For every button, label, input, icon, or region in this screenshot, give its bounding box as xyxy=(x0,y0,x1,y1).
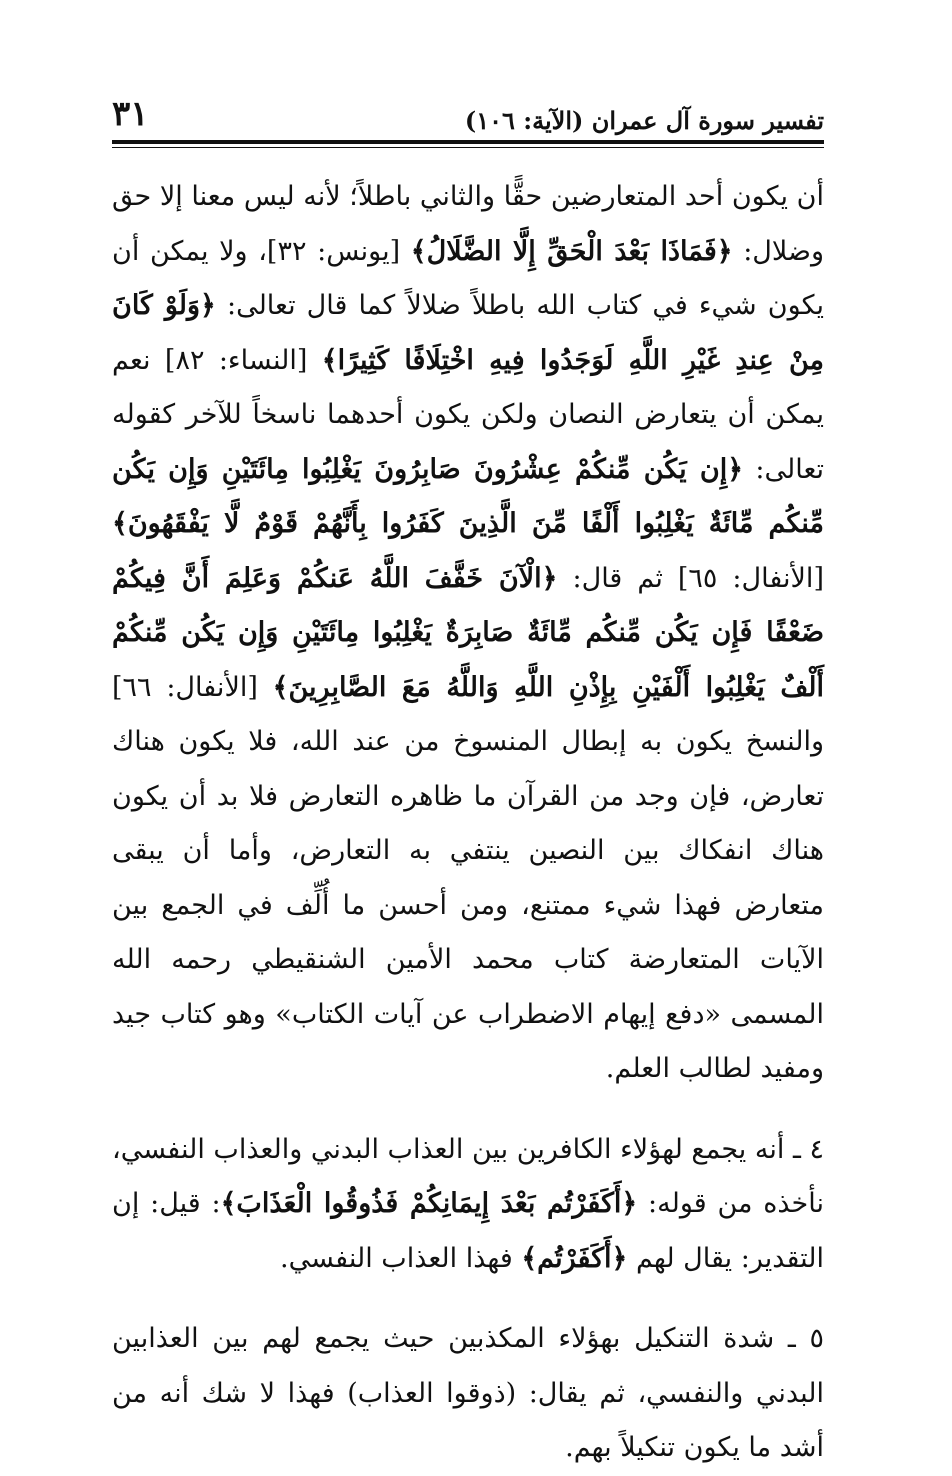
quran-verse: ﴿وَلَوْ كَانَ مِنْ عِندِ غَيْرِ اللَّهِ لَوَجَدُوا فِيهِ اخْتِلَافًا كَثِيرًا﴾ xyxy=(112,290,824,376)
text-segment: ٤ ـ أنه يجمع لهؤلاء الكافرين بين العذاب البدني والعذاب النفسي، نأخذه من قوله: xyxy=(112,1133,824,1219)
quran-verse: ﴿إِن يَكُن مِّنكُمْ عِشْرُونَ صَابِرُونَ يَغْلِبُوا مِائَتَيْنِ وَإِن يَكُن مِّنكُم مِّائَةٌ يَغْلِبُوا أَلْفًا مِّنَ الَّذِينَ كَفَرُوا بِأَنَّهُمْ قَوْمٌ لَّا يَفْقَهُونَ﴾ xyxy=(112,453,824,539)
text-segment: فهذا العذاب النفسي. xyxy=(280,1242,522,1274)
text-segment: [النساء: ٨٢] نعم يمكن أن يتعارض النصان ولكن يكون أحدهما ناسخاً للآخر كقوله تعالى: xyxy=(112,344,824,485)
header-rule-thick xyxy=(112,140,824,144)
quran-verse: ﴿فَمَاذَا بَعْدَ الْحَقِّ إِلَّا الضَّلَالُ﴾ xyxy=(410,235,733,267)
text-segment: : قيل: إن التقدير: يقال لهم xyxy=(112,1188,824,1274)
quran-verse: ﴿الْآنَ خَفَّفَ اللَّهُ عَنكُمْ وَعَلِمَ أَنَّ فِيكُمْ ضَعْفًا فَإِن يَكُن مِّنكُم مِّائَةٌ صَابِرَةٌ يَغْلِبُوا مِائَتَيْنِ وَإِن يَكُن مِّنكُمْ أَلْفٌ يَغْلِبُوا أَلْفَيْنِ بِإِذْنِ اللَّهِ وَاللَّهُ مَعَ الصَّابِرِينَ﴾ xyxy=(112,562,825,703)
body-text xyxy=(112,170,824,1476)
page-number: ٣١ xyxy=(112,94,149,134)
text-segment: [يونس: ٣٢]، ولا يمكن أن يكون شيء في كتاب الله باطلاً ضلالاً كما قال تعالى: xyxy=(112,235,824,321)
paragraph xyxy=(112,170,824,1097)
text-segment: ٥ ـ شدة التنكيل بهؤلاء المكذبين حيث يجمع لهم بين العذابين البدني والنفسي، ثم يقال: (ذوقوا العذاب) فهذا لا شك أنه من أشد ما يكون تنكيلاً بهم. xyxy=(112,1323,824,1463)
header-rule-thin xyxy=(112,147,824,148)
text-segment: [الأنفال: ٦٦] والنسخ يكون به إبطال المنسوخ من عند الله، فلا يكون هناك تعارض، فإن وجد من القرآن ما ظاهره التعارض فلا بد أن يكون هناك انفكاك بين النصين ينتفي به التعارض، وأما أن يبقى متعارض فهذا شيء ممتنع، ومن أحسن ما أُلِّف في الجمع بين الآيات المتعارضة كتاب محمد الأمين الشنقيطي رحمه الله المسمى «دفع إيهام الاضطراب عن آيات الكتاب» وهو كتاب جيد ومفيد لطالب العلم. xyxy=(112,671,824,1084)
quran-verse: ﴿أَكَفَرْتُم﴾ xyxy=(521,1242,628,1274)
text-segment: [الأنفال: ٦٥] ثم قال: xyxy=(557,562,824,594)
paragraph xyxy=(112,1123,824,1287)
paragraph xyxy=(112,1312,824,1476)
text-segment: أن يكون أحد المتعارضين حقًّا والثاني باطلاً؛ لأنه ليس معنا إلا حق وضلال: xyxy=(112,181,825,267)
page-header xyxy=(112,92,824,134)
quran-verse: ﴿أَكَفَرْتُم بَعْدَ إِيمَانِكُمْ فَذُوقُوا الْعَذَابَ﴾ xyxy=(220,1188,638,1219)
running-title: تفسير سورة آل عمران (الآية: ١٠٦) xyxy=(464,106,824,135)
